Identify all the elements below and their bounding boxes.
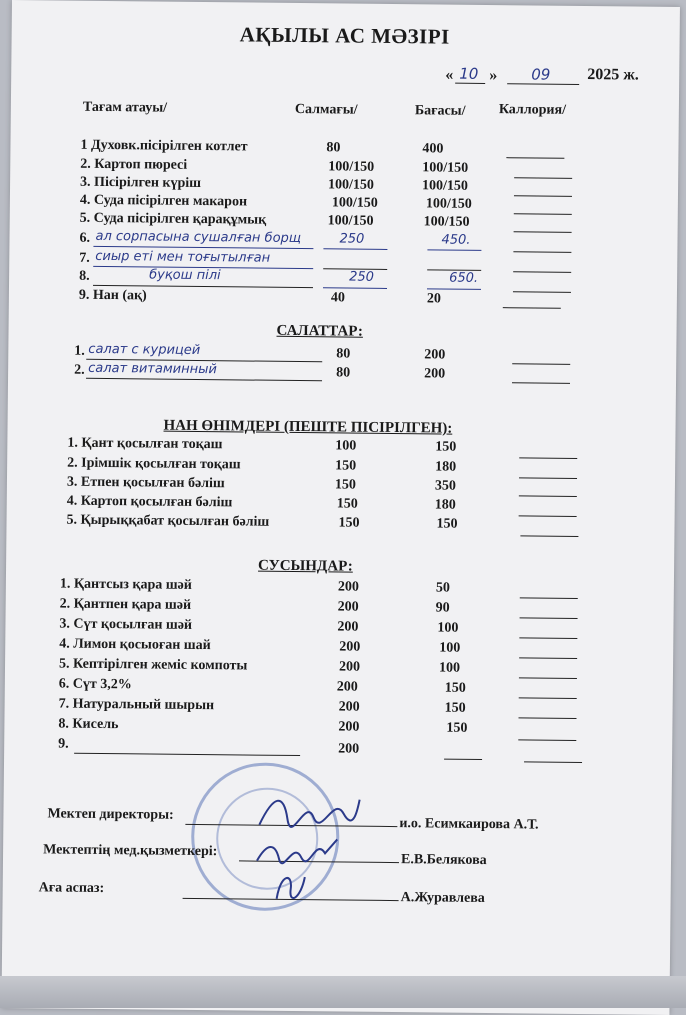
- item-weight: 80: [336, 346, 351, 362]
- item-weight: 150: [334, 477, 357, 493]
- item-name: 2. Ірімшік қосылған тоқаш: [67, 455, 241, 473]
- item-weight: 200: [338, 719, 360, 735]
- item-number: 8.: [79, 268, 90, 284]
- header-price: Бағасы/: [414, 103, 466, 119]
- director-signature-icon: [253, 789, 363, 834]
- item-price: 400: [422, 141, 444, 157]
- item-weight: 150: [338, 515, 360, 531]
- item-price: 180: [435, 459, 457, 475]
- item-weight: 100/150: [327, 213, 374, 229]
- item-price: 150: [444, 680, 466, 696]
- item-name: 1. Қантсыз қара шәй: [59, 576, 192, 593]
- item-weight: 200: [338, 741, 360, 757]
- item-price: 100/150: [423, 214, 470, 230]
- header-calories: Каллория/: [498, 102, 567, 118]
- date-month-line: [507, 83, 579, 85]
- item-weight: 150: [336, 496, 358, 512]
- item-weight: 200: [337, 619, 359, 635]
- calorie-blank: [514, 213, 572, 215]
- item-price: 180: [434, 497, 456, 513]
- item-name: 2. Қантпен қара шәй: [59, 596, 192, 613]
- item-name-handwritten: ал сорпасына сушалған борщ: [95, 228, 302, 247]
- item-name: 5. Суда пісірілген қарақұмық: [79, 210, 267, 228]
- item-name: 1. Қант қосылған тоқаш: [67, 435, 223, 453]
- cook-signature-icon: [271, 869, 311, 905]
- calorie-blank: [518, 739, 576, 741]
- calorie-blank: [519, 637, 577, 639]
- item-price: 100/150: [422, 160, 469, 176]
- item-weight: 200: [336, 679, 358, 695]
- item-name: 9. Нан (ақ): [78, 287, 147, 304]
- item-weight: 150: [335, 458, 357, 474]
- item-price: 90: [435, 600, 450, 616]
- item-price: 150: [435, 439, 457, 455]
- item-name: 4. Лимон қосыоған шай: [59, 636, 211, 654]
- calorie-blank: [514, 231, 572, 233]
- salads-heading: САЛАТТАР:: [276, 322, 364, 340]
- calorie-blank: [513, 291, 571, 293]
- item-price: 100: [438, 660, 461, 676]
- date-open-quote: «: [445, 66, 454, 84]
- item-name: 9.: [58, 736, 69, 752]
- item-weight: 80: [326, 140, 341, 156]
- calorie-blank: [514, 195, 572, 197]
- date-close-quote: »: [489, 67, 498, 85]
- calorie-blank: [519, 457, 577, 459]
- item-name-handwritten: салат витаминный: [88, 360, 217, 378]
- item-weight: 100/150: [331, 195, 378, 211]
- calorie-blank: [512, 382, 570, 384]
- item-number: 1.: [74, 343, 85, 359]
- item-weight-handwritten: 250: [339, 231, 365, 247]
- item-name: 7. Натуральный шырын: [58, 696, 215, 714]
- calorie-blank: [519, 677, 577, 679]
- cook-label: Аға аспаз:: [38, 880, 105, 897]
- item-price-handwritten: 450.: [441, 232, 471, 248]
- handwriting-line: [323, 248, 387, 250]
- item-name: 1 Духовк.пісірілген котлет: [80, 137, 248, 155]
- calorie-blank: [520, 597, 578, 599]
- calorie-blank: [524, 761, 582, 763]
- item-price: 50: [435, 580, 450, 596]
- calorie-blank: [503, 307, 561, 309]
- item-price: 200: [424, 347, 446, 363]
- name-blank: [74, 753, 300, 756]
- item-weight: 200: [337, 579, 359, 595]
- item-price: 100: [439, 640, 461, 656]
- handwriting-line: [427, 249, 481, 251]
- calorie-blank: [513, 271, 571, 273]
- item-name: 4. Картоп қосылған бәліш: [66, 493, 233, 511]
- item-price: 200: [424, 366, 446, 382]
- item-number: 7.: [79, 250, 90, 266]
- director-label: Мектеп директоры:: [47, 806, 174, 823]
- date-day-line: [455, 83, 485, 84]
- drinks-heading: СУСЫНДАР:: [258, 557, 353, 575]
- background-surface: [0, 976, 686, 1008]
- calorie-blank: [519, 477, 577, 479]
- calorie-blank: [519, 495, 577, 497]
- item-number: 6.: [79, 230, 91, 246]
- header-name: Тағам атауы/: [82, 99, 168, 116]
- item-name-handwritten: сиыр еті мен тоғытылған: [95, 248, 271, 266]
- item-weight-handwritten: 250: [349, 269, 375, 285]
- handwriting-line: [323, 287, 387, 289]
- item-name: 5. Қырыққабат қосылған бәліш: [66, 512, 270, 530]
- calorie-blank: [519, 717, 577, 719]
- calorie-blank: [519, 657, 577, 659]
- item-price: 20: [426, 291, 441, 307]
- bakery-heading: НАН ӨНІМДЕРІ (ПЕШТЕ ПІСІРІЛГЕН):: [163, 417, 453, 437]
- item-weight: 100: [335, 438, 357, 454]
- calorie-blank: [513, 251, 571, 253]
- item-weight: 200: [338, 699, 360, 715]
- page-title: АҚЫЛЫ АС МӘЗІРІ: [239, 22, 450, 49]
- calorie-blank: [519, 515, 577, 517]
- calorie-blank: [506, 157, 564, 159]
- date-year: 2025 ж.: [587, 66, 639, 84]
- item-price: 150: [436, 516, 458, 532]
- item-name: 8. Кисель: [58, 716, 119, 733]
- date-month: 09: [531, 65, 551, 84]
- item-name: 6. Сүт 3,2%: [58, 676, 132, 693]
- item-weight: 100/150: [328, 177, 375, 193]
- medic-signature-icon: [253, 833, 343, 870]
- item-weight: 200: [338, 659, 361, 675]
- item-name: 3. Сүт қосылған шәй: [59, 616, 193, 633]
- director-name: и.о. Есимкаирова А.Т.: [399, 816, 539, 833]
- calorie-blank: [512, 363, 570, 365]
- header-weight: Салмағы/: [294, 101, 358, 118]
- item-name: 2. Картоп пюресі: [80, 156, 188, 173]
- item-name-handwritten: салат с курицей: [88, 341, 201, 358]
- calorie-blank: [520, 617, 578, 619]
- item-name-handwritten: буқош пілі: [149, 267, 221, 284]
- item-weight: 40: [330, 290, 345, 306]
- price-blank: [444, 759, 482, 760]
- item-price: 350: [434, 478, 457, 494]
- item-price-handwritten: 650.: [449, 270, 479, 286]
- item-price: 150: [446, 720, 468, 736]
- item-name: 4. Суда пісірілген макарон: [79, 192, 248, 210]
- calorie-blank: [519, 697, 577, 699]
- item-name: 3. Етпен қосылған бәліш: [66, 474, 225, 492]
- medic-name: Е.В.Белякова: [400, 852, 487, 869]
- item-price: 100: [437, 620, 459, 636]
- item-price: 100/150: [421, 178, 469, 194]
- medic-label: Мектептің мед.қызметкері:: [43, 842, 218, 860]
- item-name: 5. Кептірілген жеміс компоты: [58, 656, 248, 674]
- item-weight: 200: [337, 599, 359, 615]
- name-line: [86, 378, 322, 381]
- handwriting-line: [427, 288, 481, 290]
- calorie-blank: [514, 177, 572, 179]
- item-weight: 100/150: [328, 159, 375, 175]
- item-price: 150: [444, 700, 466, 716]
- item-name: 3. Пісірілген күріш: [80, 174, 202, 191]
- item-number: 2.: [74, 362, 85, 378]
- cook-name: А.Журавлева: [400, 890, 485, 906]
- item-weight: 80: [336, 365, 351, 381]
- item-price: 100/150: [425, 196, 472, 212]
- menu-sheet: [1, 0, 680, 1015]
- item-weight: 200: [339, 639, 361, 655]
- calorie-blank: [520, 535, 578, 537]
- date-day: 10: [459, 64, 479, 83]
